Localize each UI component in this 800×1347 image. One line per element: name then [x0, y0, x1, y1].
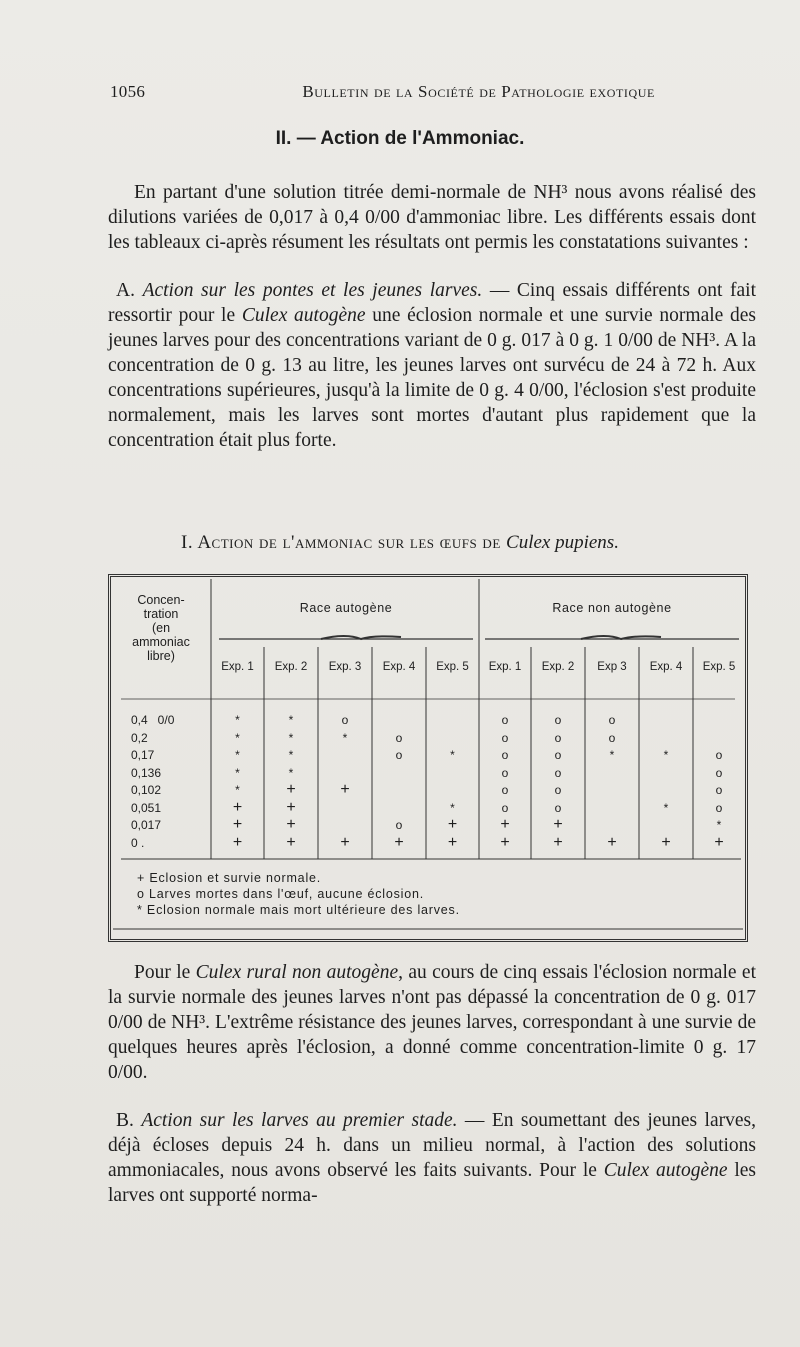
paragraph-intro: En partant d'une solution titrée demi-normale de NH³ nous avons réalisé des dilutions variées de 0,017 à 0,4 0/00 d'ammoniac libre. Les différents essais dont les tableaux ci-après résument les résultats ont permis les constatations suivantes :	[108, 182, 756, 253]
conc-header-line: ammoniac	[132, 635, 190, 649]
result-cell: o	[341, 713, 349, 727]
result-cell: o	[501, 748, 509, 762]
result-cell: *	[288, 713, 294, 727]
journal-title: Bulletin de la Société de Pathologie exotique	[302, 82, 655, 101]
exp-header: Exp. 1	[488, 661, 522, 673]
legend-entry: o Larves mortes dans l'œuf, aucune éclosion.	[137, 887, 425, 901]
results-table	[108, 574, 748, 942]
result-cell: o	[554, 730, 562, 745]
group-header-non-autogene: Race non autogène	[552, 601, 672, 615]
page-number: 1056	[110, 82, 146, 101]
result-cell: *	[450, 800, 455, 815]
table-caption-prefix: I. Action de l'ammoniac sur les œufs de	[181, 532, 507, 553]
result-cell: o	[715, 800, 723, 815]
result-cell: +	[500, 833, 510, 851]
result-cell: +	[500, 816, 510, 833]
exp-header: Exp. 5	[702, 661, 736, 673]
paragraph-a	[108, 278, 756, 453]
result-cell: o	[501, 730, 509, 745]
exp-header: Exp. 2	[541, 661, 575, 673]
exp-header: Exp. 2	[274, 661, 308, 673]
para-a-text1: — Cinq essais différents ont fait ressortir pour le	[108, 280, 756, 326]
para-a-heading: Action sur les pontes et les jeunes larves.	[142, 280, 483, 301]
exp-header: Exp. 4	[382, 661, 416, 673]
section-title: II. — Action de l'Ammoniac.	[275, 128, 525, 149]
conc-header-line: tration	[143, 607, 179, 621]
result-cell: +	[232, 798, 243, 816]
result-cell: o	[554, 713, 562, 727]
conc-value: 0,2	[131, 730, 148, 745]
conc-value: 0,017	[131, 818, 162, 832]
conc-value: 0,051	[131, 800, 162, 815]
para-rural-text1: Pour le	[134, 962, 196, 983]
result-cell: +	[286, 833, 296, 851]
para-b-lead: B.	[116, 1110, 142, 1131]
result-cell: o	[395, 730, 403, 745]
result-cell: o	[715, 748, 723, 762]
conc-header-line: libre)	[147, 649, 175, 663]
conc-value: 0,102	[131, 783, 162, 797]
result-cell: o	[608, 730, 616, 745]
result-cell: o	[501, 765, 509, 780]
result-cell: +	[286, 798, 296, 816]
para-b-text2: les larves ont supporté norma-	[108, 1160, 756, 1206]
result-cell: o	[395, 818, 403, 832]
result-cell: *	[235, 783, 240, 797]
result-cell: +	[232, 816, 243, 833]
result-cell: *	[450, 748, 455, 762]
result-cell: *	[288, 765, 294, 780]
para-rural-text2: , au cours de cinq essais l'éclosion normale et la survie normale des jeunes larves n'ont pas dépassé la concentration de 0 g. 017 0/00 de NH³. L'extrême résistance des jeunes larves, correspondant à une survie de quelques heures après l'éclosion, a donné comme concentration-limite 0 g. 17 0/00.	[108, 962, 756, 1083]
result-cell: +	[447, 816, 458, 833]
para-b-heading: Action sur les larves au premier stade.	[141, 1110, 458, 1131]
para-rural-species: Culex rural non autogène	[195, 962, 399, 983]
result-cell: *	[235, 713, 240, 727]
result-cell: *	[235, 748, 240, 762]
result-cell: *	[235, 765, 240, 780]
result-cell: *	[663, 800, 669, 815]
table-caption-species: Culex pupiens.	[506, 532, 619, 553]
para-a-text2: une éclosion normale et une survie normale des jeunes larves pour des concentrations variant de 0 g. 017 à 0 g. 1 0/00 de NH³. A la concentration de 0 g. 13 au litre, les jeunes larves ont survécu de 24 à 72 h. Aux concentrations supérieures, jusqu'à la limite de 0 g. 4 0/00, l'éclosion s'est produite normalement, mais les larves sont mortes d'autant plus rapidement que la concentration était plus forte.	[108, 305, 757, 451]
exp-header: Exp. 5	[436, 661, 469, 673]
result-cell: *	[288, 730, 294, 745]
group-header-autogene: Race autogène	[299, 601, 393, 615]
conc-header-line: (en	[151, 621, 171, 635]
result-cell: +	[447, 833, 458, 851]
result-cell: +	[286, 816, 296, 833]
result-cell: o	[715, 783, 723, 797]
result-cell: o	[501, 783, 509, 797]
result-cell: o	[395, 748, 403, 762]
legend-entry: * Eclosion normale mais mort ultérieure des larves.	[137, 903, 460, 917]
para-b-text1: — En soumettant des jeunes larves, déjà écloses depuis 24 h. dans un milieu normal, à l'action des solutions ammoniacales, nous avons observé les faits suivants. Pour le	[108, 1110, 756, 1181]
result-cell: *	[342, 730, 348, 745]
result-cell: *	[288, 748, 294, 762]
result-cell: o	[554, 748, 562, 762]
paragraph-rural	[108, 960, 756, 1085]
exp-header: Exp. 1	[221, 661, 254, 673]
result-cell: +	[661, 833, 671, 851]
paragraph-b	[108, 1108, 756, 1208]
result-cell: +	[553, 816, 563, 833]
conc-value: 0 .	[131, 835, 145, 850]
result-cell: *	[235, 730, 240, 745]
result-cell: +	[607, 833, 617, 851]
para-b-species: Culex autogène	[603, 1160, 728, 1181]
result-cell: +	[553, 833, 563, 851]
result-cell: +	[286, 781, 296, 798]
legend-entry: + Eclosion et survie normale.	[137, 871, 322, 885]
result-cell: o	[554, 783, 562, 797]
result-cell: o	[554, 765, 562, 780]
result-cell: +	[232, 833, 243, 851]
result-cell: +	[394, 833, 404, 851]
conc-value: 0,17	[131, 748, 155, 762]
result-cell: +	[714, 833, 724, 851]
conc-value: 0,4 0/0	[131, 713, 175, 727]
result-cell: o	[501, 713, 509, 727]
result-cell: o	[501, 800, 509, 815]
result-cell: *	[716, 818, 722, 832]
conc-header-line: Concen-	[137, 593, 185, 607]
result-cell: +	[340, 781, 350, 798]
exp-header: Exp. 4	[649, 661, 683, 673]
exp-header: Exp 3	[597, 661, 627, 673]
exp-header: Exp. 3	[328, 661, 362, 673]
para-a-lead: A.	[116, 280, 143, 301]
result-cell: o	[554, 800, 562, 815]
result-cell: *	[663, 748, 669, 762]
result-cell: *	[609, 748, 615, 762]
result-cell: o	[608, 713, 616, 727]
result-cell: +	[340, 833, 350, 851]
result-cell: o	[715, 765, 723, 780]
para-a-species: Culex autogène	[241, 305, 366, 326]
conc-value: 0,136	[131, 765, 162, 780]
table-caption	[0, 532, 800, 554]
